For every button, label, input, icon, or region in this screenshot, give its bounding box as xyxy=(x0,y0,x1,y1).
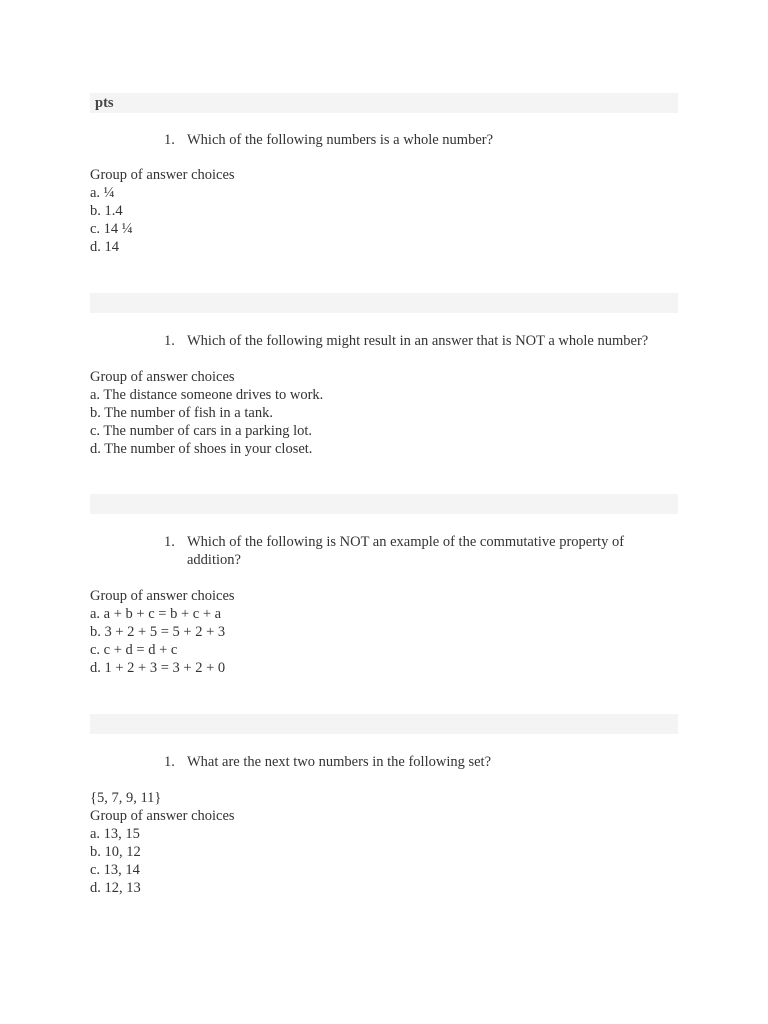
question-2 xyxy=(164,332,664,350)
choice-a: a. The distance someone drives to work. xyxy=(90,387,324,403)
choices-heading: Group of answer choices xyxy=(90,588,235,604)
choice-b: b. 10, 12 xyxy=(90,844,141,860)
answer-choices xyxy=(90,789,670,897)
question-text: Which of the following might result in an answer that is NOT a whole number? xyxy=(187,333,649,349)
question-3 xyxy=(164,533,664,569)
choice-b: b. 3 + 2 + 5 = 5 + 2 + 3 xyxy=(90,624,226,640)
choice-b: b. 1.4 xyxy=(90,203,123,219)
question-header-bar xyxy=(90,93,678,113)
question-number: 1. xyxy=(164,333,175,349)
choice-b: b. The number of fish in a tank. xyxy=(90,405,273,421)
choice-d: d. The number of shoes in your closet. xyxy=(90,441,313,457)
choice-c: c. 13, 14 xyxy=(90,862,140,878)
question-text: What are the next two numbers in the following set? xyxy=(187,754,492,770)
choice-a: a. 13, 15 xyxy=(90,826,140,842)
choice-c: c. 14 ¼ xyxy=(90,221,133,237)
choices-heading: Group of answer choices xyxy=(90,369,235,385)
question-text: Which of the following is NOT an example of the commutative property of addition? xyxy=(187,534,625,568)
question-number: 1. xyxy=(164,132,175,148)
choice-d: d. 12, 13 xyxy=(90,880,141,896)
answer-choices xyxy=(90,166,670,256)
number-set: {5, 7, 9, 11} xyxy=(90,790,162,806)
question-number: 1. xyxy=(164,534,175,550)
choices-heading: Group of answer choices xyxy=(90,167,235,183)
question-header-bar xyxy=(90,714,678,734)
question-1 xyxy=(164,131,664,149)
choice-d: d. 1 + 2 + 3 = 3 + 2 + 0 xyxy=(90,660,226,676)
points-label: pts xyxy=(95,95,114,111)
answer-choices xyxy=(90,587,670,677)
question-header-bar xyxy=(90,494,678,514)
choice-d: d. 14 xyxy=(90,239,119,255)
choice-a: a. ¼ xyxy=(90,185,115,201)
answer-choices xyxy=(90,368,670,458)
question-4 xyxy=(164,753,664,771)
question-number: 1. xyxy=(164,754,175,770)
question-text: Which of the following numbers is a whole number? xyxy=(187,132,494,148)
question-header-bar xyxy=(90,293,678,313)
choices-heading: Group of answer choices xyxy=(90,808,235,824)
choice-c: c. c + d = d + c xyxy=(90,642,178,658)
choice-a: a. a + b + c = b + c + a xyxy=(90,606,222,622)
choice-c: c. The number of cars in a parking lot. xyxy=(90,423,312,439)
